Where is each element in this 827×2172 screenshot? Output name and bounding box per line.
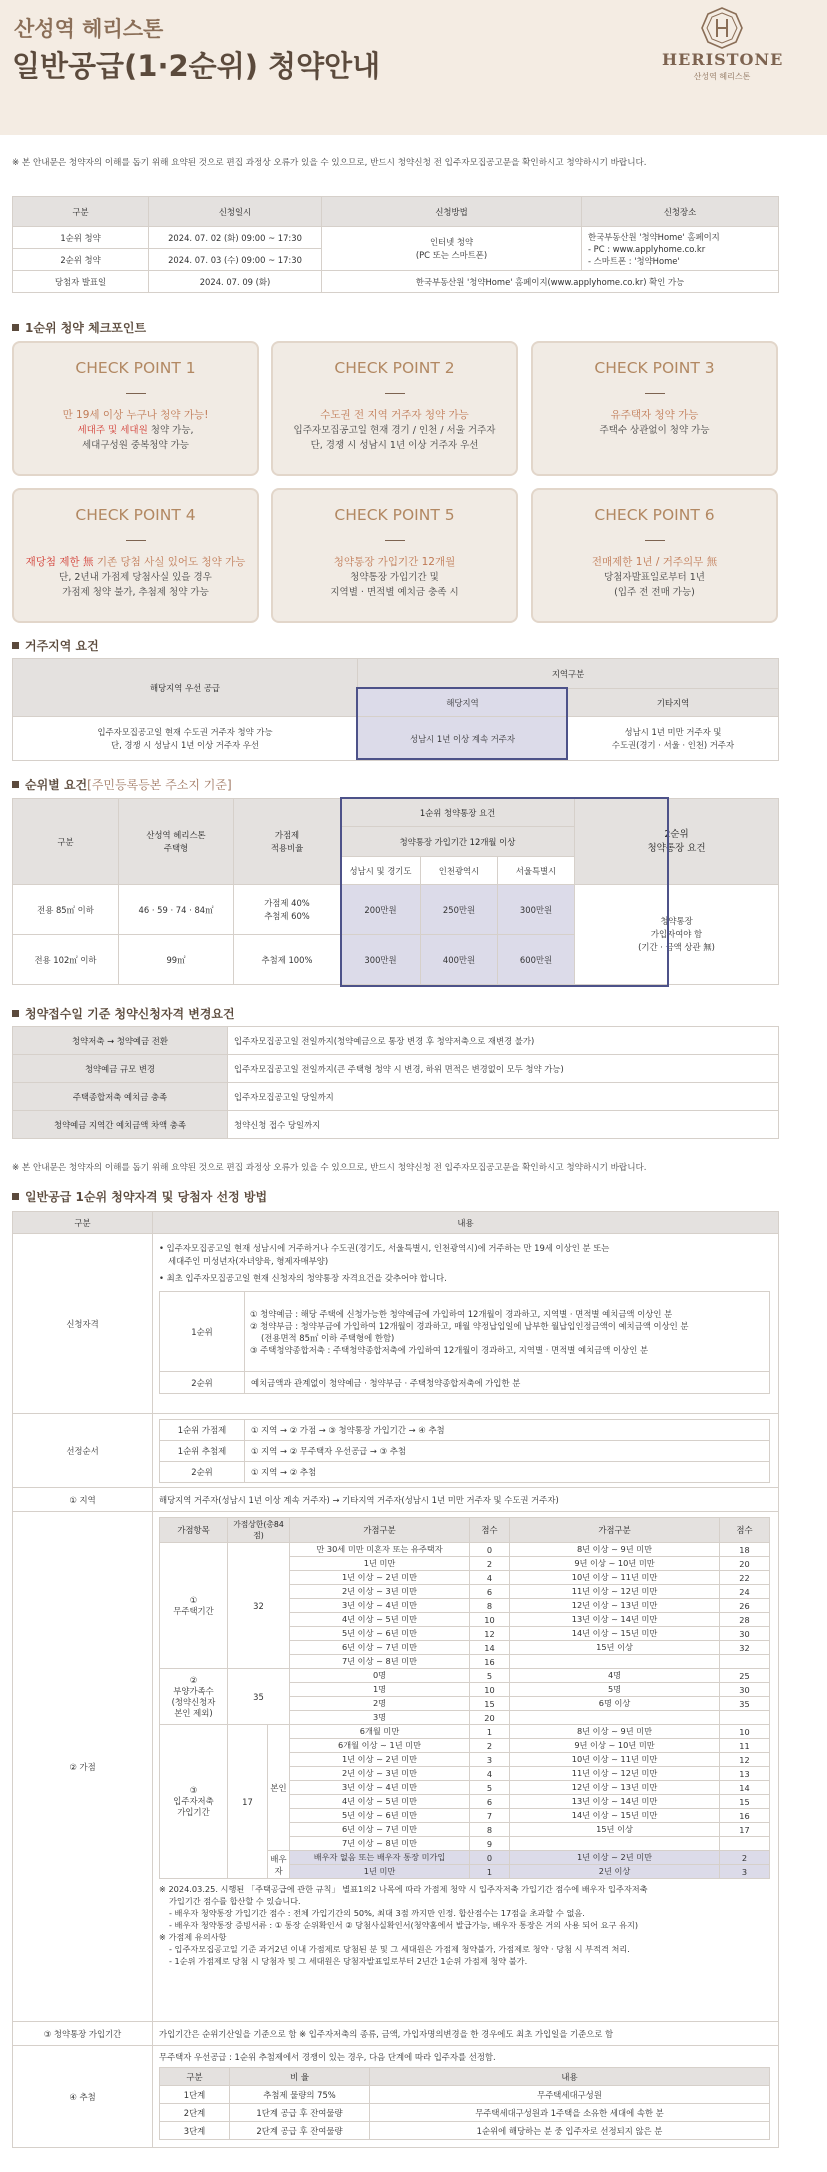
score-value: 10	[720, 1725, 770, 1739]
score-value: 14	[470, 1641, 510, 1655]
first-rank-text: (전용면적 85㎡ 이하 주택형에 한함)	[261, 1332, 395, 1343]
score-value: 22	[720, 1571, 770, 1585]
score-value: 6년 이상 ~ 7년 미만	[290, 1641, 470, 1655]
divider	[645, 393, 665, 394]
divider	[385, 540, 405, 541]
score-value: 15년 이상	[510, 1823, 720, 1837]
score-value: 15	[470, 1697, 510, 1711]
score-value: 28	[720, 1613, 770, 1627]
score-value: 12	[470, 1627, 510, 1641]
score-note: ※ 가점제 유의사항	[159, 1932, 227, 1942]
score-value: 13년 이상 ~ 14년 미만	[510, 1613, 720, 1627]
first-rank-text: ③ 주택청약종합저축 : 주택청약종합저축에 가입하여 12개월이 경과하고, 지역별 · 면적별 예치금액 이상인 분	[250, 1344, 649, 1355]
score-item-label: ① 무주택기간	[160, 1543, 228, 1669]
draw-intro: 무주택자 우선공급 : 1순위 추첨제에서 경쟁이 있는 경우, 다음 단계에 따라 입주자를 선정함.	[159, 2052, 496, 2062]
score-value: 6년 이상 ~ 7년 미만	[290, 1823, 470, 1837]
deposit-value: 입주자모집공고일 당일까지	[228, 1083, 779, 1111]
draw-header: 구분	[160, 2068, 230, 2086]
first-rank-table	[159, 1291, 770, 1394]
score-value: 7년 이상 ~ 8년 미만	[290, 1837, 470, 1851]
score-value: 4명	[510, 1669, 720, 1683]
residence-header: 지역구분	[358, 659, 779, 689]
score-value: 6개월 이상 ~ 1년 미만	[290, 1739, 470, 1753]
score-note: - 1순위 가점제로 당첨 시 당첨자 및 그 세대원은 당첨자발표일로부터 2년간 1순위 가점제 청약 불가.	[169, 1956, 528, 1966]
score-value: 5년 이상 ~ 6년 미만	[290, 1627, 470, 1641]
rank-value: 250만원	[421, 885, 498, 935]
schedule-cell: 2순위 청약	[13, 249, 149, 271]
divider	[645, 540, 665, 541]
checkpoint-line	[14, 555, 257, 570]
second-rank-label: 2순위	[160, 1372, 245, 1394]
schedule-method: 인터넷 청약 (PC 또는 스마트폰)	[322, 227, 582, 271]
score-value	[720, 1711, 770, 1725]
schedule-table	[12, 196, 779, 293]
score-value: 1년 이상 ~ 2년 미만	[510, 1851, 720, 1865]
page-title: 일반공급(1·2순위) 청약안내	[12, 49, 381, 83]
score-value: 11년 이상 ~ 12년 미만	[510, 1585, 720, 1599]
score-value: 16	[470, 1655, 510, 1669]
score-table	[159, 1517, 770, 1879]
score-row	[160, 1543, 770, 1557]
checkpoint-line: 세대구성원 중복청약 가능	[82, 440, 189, 451]
checkpoint-line: 단, 경쟁 시 성남시 1년 이상 거주자 우선	[310, 440, 479, 451]
notice-text: ※ 본 안내문은 청약자의 이해를 돕기 위해 요약된 것으로 편집 과정상 오류가 있을 수 있으므로, 반드시 청약신청 전 입주자모집공고문을 확인하시고 청약하시기 바랍니다.	[12, 1163, 647, 1173]
first-rank-label: 1순위	[160, 1292, 245, 1372]
checkpoint-title: CHECK POINT 2	[334, 359, 455, 377]
score-value: 12년 이상 ~ 13년 미만	[510, 1781, 720, 1795]
score-note: 가입기간 점수를 합산할 수 있습니다.	[169, 1896, 301, 1906]
divider	[126, 540, 146, 541]
schedule-header: 구분	[13, 197, 149, 227]
logo-text: HERISTONE	[662, 50, 784, 69]
section-bullet-icon	[12, 1010, 19, 1017]
score-item-max: 17	[228, 1725, 268, 1879]
schedule-place: 한국부동산원 '청약Home' 홈페이지 - PC : www.applyhome.co.kr - 스마트폰 : '청약Home'	[582, 227, 779, 271]
heristone-logo	[662, 6, 782, 82]
score-value: 8	[470, 1599, 510, 1613]
score-value: 6	[470, 1795, 510, 1809]
rank-cell: 추첨제 100%	[234, 935, 341, 985]
schedule-cell: 2024. 07. 02 (화) 09:00 ~ 17:30	[149, 227, 322, 249]
checkpoint-line: 유주택자 청약 가능	[610, 409, 699, 421]
eligibility-text: • 최초 입주자모집공고일 현재 신청자의 청약통장 자격요건을 갖추어야 합니다.	[159, 1273, 447, 1283]
checkpoint-line: 만 19세 이상 누구나 청약 가능!	[62, 409, 209, 421]
score-value: 10	[470, 1683, 510, 1697]
checkpoint-card	[12, 341, 259, 476]
score-row	[160, 1669, 770, 1683]
section-subtitle: [주민등록등본 주소지 기준]	[87, 778, 232, 792]
score-value: 30	[720, 1683, 770, 1697]
qual-label: 선정순서	[13, 1414, 153, 1488]
score-value: 5명	[510, 1683, 720, 1697]
score-value: 3년 이상 ~ 4년 미만	[290, 1781, 470, 1795]
deposit-key: 청약예금 지역간 예치금액 차액 충족	[13, 1111, 228, 1139]
score-value	[510, 1711, 720, 1725]
score-value: 7	[470, 1809, 510, 1823]
score-value: 11년 이상 ~ 12년 미만	[510, 1767, 720, 1781]
order-table	[159, 1419, 770, 1483]
section-title	[12, 637, 99, 654]
residence-header: 해당지역 우선 공급	[13, 659, 358, 717]
score-value: 18	[720, 1543, 770, 1557]
score-value: 10년 이상 ~ 11년 미만	[510, 1571, 720, 1585]
rank-header: 1순위 청약통장 요건	[341, 799, 575, 827]
rank-value: 300만원	[498, 885, 575, 935]
score-value: 7년 이상 ~ 8년 미만	[290, 1655, 470, 1669]
draw-cell-text: 1단계 공급 후 잔여물량	[230, 2104, 370, 2122]
checkpoint-line: (입주 전 전매 가능)	[614, 587, 695, 598]
qual-label: ③ 청약통장 가입기간	[13, 2022, 153, 2046]
score-value: 2년 이상 ~ 3년 미만	[290, 1767, 470, 1781]
deposit-table	[12, 1026, 779, 1139]
score-item-max: 35	[228, 1669, 290, 1725]
order-key: 2순위	[160, 1461, 245, 1482]
score-value: 5	[470, 1669, 510, 1683]
score-row	[160, 1725, 770, 1739]
score-header: 점수	[470, 1518, 510, 1543]
order-key: 1순위 가점제	[160, 1419, 245, 1440]
order-value: ① 지역 → ② 가점 → ③ 청약통장 가입기간 → ④ 추첨	[245, 1419, 770, 1440]
eligibility-text: • 입주자모집공고일 현재 성남시에 거주하거나 수도권(경기도, 서울특별시, 인천광역시)에 거주하는 만 19세 이상인 분 또는	[159, 1243, 610, 1253]
draw-cell	[153, 2046, 779, 2148]
checkpoint-card	[271, 488, 518, 623]
score-value: 30	[720, 1627, 770, 1641]
first-rank-text: ② 청약부금 : 청약부금에 가입하여 12개월이 경과하고, 매월 약정납입일에 납부한 월납입인정금액이 예치금액 이상인 분	[250, 1320, 689, 1331]
score-value: 2명	[290, 1697, 470, 1711]
checkpoint-line: 청약통장 가입기간 12개월	[333, 556, 456, 568]
score-header: 점수	[720, 1518, 770, 1543]
score-value: 10	[470, 1613, 510, 1627]
section-title-text: 일반공급 1순위 청약자격 및 당첨자 선정 방법	[25, 1190, 268, 1204]
score-value	[720, 1837, 770, 1851]
checkpoint-highlight: 세대주 및 세대원	[77, 425, 148, 436]
region-value: 해당지역 거주자(성남시 1년 이상 계속 거주자) → 기타지역 거주자(성남시 1년 미만 거주자 및 수도권 거주자)	[153, 1488, 779, 1512]
section-title	[12, 319, 146, 336]
rank-second: 청약통장 가입자여야 함 (기간 · 금액 상관 無)	[575, 885, 779, 985]
order-key: 1순위 추첨제	[160, 1440, 245, 1461]
checkpoint-card	[531, 488, 778, 623]
score-value: 12	[720, 1753, 770, 1767]
checkpoint-line: 단, 2년내 가점제 당첨사실 있을 경우	[59, 572, 212, 583]
section-bullet-icon	[12, 781, 19, 788]
score-value: 10년 이상 ~ 11년 미만	[510, 1753, 720, 1767]
schedule-cell: 2024. 07. 03 (수) 09:00 ~ 17:30	[149, 249, 322, 271]
score-value: 만 30세 미만 미혼자 또는 유주택자	[290, 1543, 470, 1557]
draw-cell-text: 무주택세대구성원	[370, 2086, 770, 2104]
score-value: 3년 이상 ~ 4년 미만	[290, 1599, 470, 1613]
draw-cell-text: 무주택세대구성원과 1주택을 소유한 세대에 속한 분	[370, 2104, 770, 2122]
rank-table	[12, 798, 779, 985]
section-title-text: 거주지역 요건	[25, 639, 99, 653]
score-cell	[153, 1512, 779, 2022]
deposit-value: 입주자모집공고일 전일까지(청약예금으로 통장 변경 후 청약저축으로 재변경 불가)	[228, 1027, 779, 1055]
rank-header: 가점제 적용비율	[234, 799, 341, 885]
logo-subtext: 산성역 헤리스톤	[693, 72, 751, 81]
rank-header: 산성역 헤리스톤 주택형	[119, 799, 234, 885]
draw-header: 비 율	[230, 2068, 370, 2086]
score-value: 0	[470, 1851, 510, 1865]
qual-label: 신청자격	[13, 1234, 153, 1414]
score-value: 1	[470, 1725, 510, 1739]
rank-header: 청약통장 가입기간 12개월 이상	[341, 827, 575, 857]
score-self-label: 본인	[268, 1725, 290, 1851]
residence-cell: 성남시 1년 미만 거주자 및 수도권(경기 · 서울 · 인천) 거주자	[568, 717, 779, 761]
score-header: 가점구분	[290, 1518, 470, 1543]
schedule-cell: 2024. 07. 09 (화)	[149, 271, 322, 293]
rank-value: 600만원	[498, 935, 575, 985]
score-value: 14년 이상 ~ 15년 미만	[510, 1627, 720, 1641]
rank-cell: 전용 85㎡ 이하	[13, 885, 119, 935]
score-value: 4	[470, 1571, 510, 1585]
score-value: 8년 이상 ~ 9년 미만	[510, 1543, 720, 1557]
section-title	[12, 1188, 267, 1205]
score-item-label: ③ 입주자저축 가입기간	[160, 1725, 228, 1879]
section-bullet-icon	[12, 642, 19, 649]
header-banner	[0, 0, 827, 135]
qual-label: ④ 추첨	[13, 2046, 153, 2148]
deposit-value: 입주자모집공고일 전일까지(큰 주택형 청약 시 변경, 하위 면적은 변경없이 모두 청약 가능)	[228, 1055, 779, 1083]
order-value: ① 지역 → ② 무주택자 우선공급 → ③ 추첨	[245, 1440, 770, 1461]
residence-header: 기타지역	[568, 689, 779, 717]
score-value: 13	[720, 1767, 770, 1781]
score-value: 3명	[290, 1711, 470, 1725]
score-value: 1명	[290, 1683, 470, 1697]
score-value	[720, 1655, 770, 1669]
header-subtitle: 산성역 헤리스톤	[14, 17, 164, 41]
rank-value: 400만원	[421, 935, 498, 985]
score-item-label: ② 부양가족수 (청약신청자 본인 제외)	[160, 1669, 228, 1725]
checkpoint-line: 주택수 상관없이 청약 가능	[599, 425, 710, 436]
score-value: 35	[720, 1697, 770, 1711]
score-note: - 배우자 청약통장 증빙서류 : ① 통장 순위확인서 ② 당첨사실확인서(청약홈에서 발급가능, 배우자 통장은 거의 사용 되어 요구 유지)	[169, 1920, 639, 1930]
score-value: 2	[720, 1851, 770, 1865]
checkpoint-line: 입주자모집공고일 현재 경기 / 인천 / 서울 거주자	[293, 425, 496, 436]
section-title	[12, 1005, 235, 1022]
score-value: 25	[720, 1669, 770, 1683]
residence-cell: 입주자모집공고일 현재 수도권 거주자 청약 가능 단, 경쟁 시 성남시 1년 이상 거주자 우선	[13, 717, 358, 761]
score-value: 11	[720, 1739, 770, 1753]
first-rank-text: ① 청약예금 : 해당 주택에 신청가능한 청약예금에 가입하여 12개월이 경과하고, 지역별 · 면적별 예치금액 이상인 분	[250, 1308, 673, 1319]
schedule-cell: 당첨자 발표일	[13, 271, 149, 293]
rank-value: 300만원	[341, 935, 421, 985]
score-value: 3	[470, 1753, 510, 1767]
score-value: 1년 이상 ~ 2년 미만	[290, 1753, 470, 1767]
draw-cell-text: 1단계	[160, 2086, 230, 2104]
score-value: 15	[720, 1795, 770, 1809]
checkpoint-line: 수도권 전 지역 거주자 청약 가능	[320, 409, 469, 421]
score-value: 2	[470, 1739, 510, 1753]
checkpoint-line: 청약통장 가입기간 및	[350, 572, 439, 583]
score-value: 9년 이상 ~ 10년 미만	[510, 1557, 720, 1571]
first-rank-cell	[245, 1292, 770, 1372]
schedule-header: 신청방법	[322, 197, 582, 227]
score-value	[510, 1837, 720, 1851]
score-header: 가점상한(총84점)	[228, 1518, 290, 1543]
score-value: 2	[470, 1557, 510, 1571]
deposit-key: 청약예금 규모 변경	[13, 1055, 228, 1083]
schedule-header: 신청일시	[149, 197, 322, 227]
rank-cell: 99㎡	[119, 935, 234, 985]
rank-header: 서울특별시	[498, 857, 575, 885]
deposit-value: 청약신청 접수 당일까지	[228, 1111, 779, 1139]
score-value: 0명	[290, 1669, 470, 1683]
score-spouse-label: 배우자	[268, 1851, 290, 1879]
eligibility-cell	[153, 1234, 779, 1414]
schedule-cell: 1순위 청약	[13, 227, 149, 249]
checkpoint-title: CHECK POINT 4	[75, 506, 196, 524]
score-value: 4년 이상 ~ 5년 미만	[290, 1613, 470, 1627]
draw-cell-text: 2단계	[160, 2104, 230, 2122]
divider	[126, 393, 146, 394]
checkpoint-text: 기존 당첨 사실 있어도 청약 가능	[93, 556, 246, 568]
checkpoint-line: 지역별 · 면적별 예치금 충족 시	[330, 587, 459, 598]
logo-emblem-icon	[700, 6, 744, 50]
score-header: 가점항목	[160, 1518, 228, 1543]
qual-header: 내용	[153, 1212, 779, 1234]
draw-cell-text: 3단계	[160, 2122, 230, 2140]
score-value: 16	[720, 1809, 770, 1823]
rank-header: 구분	[13, 799, 119, 885]
score-value: 8년 이상 ~ 9년 미만	[510, 1725, 720, 1739]
score-value	[510, 1655, 720, 1669]
score-value: 9년 이상 ~ 10년 미만	[510, 1739, 720, 1753]
score-value: 32	[720, 1641, 770, 1655]
score-value: 24	[720, 1585, 770, 1599]
checkpoint-title: CHECK POINT 3	[594, 359, 715, 377]
section-title-text: 1순위 청약 체크포인트	[25, 321, 147, 335]
rank-cell: 46 · 59 · 74 · 84㎡	[119, 885, 234, 935]
score-value: 12년 이상 ~ 13년 미만	[510, 1599, 720, 1613]
qual-label: ② 가점	[13, 1512, 153, 2022]
score-note: ※ 2024.03.25. 시행된 「주택공급에 관한 규칙」 별표1의2 나목에 따라 가점제 청약 시 입주자저축 가입기간 점수에 배우자 입주자저축	[159, 1884, 648, 1894]
rank-value: 200만원	[341, 885, 421, 935]
score-value: 26	[720, 1599, 770, 1613]
score-value: 0	[470, 1543, 510, 1557]
divider	[385, 393, 405, 394]
rank-cell: 전용 102㎡ 이하	[13, 935, 119, 985]
checkpoint-line	[14, 423, 257, 438]
score-value: 17	[720, 1823, 770, 1837]
bank-value: 가입기간은 순위기산일을 기준으로 함 ※ 입주자저축의 종류, 금액, 가입자명의변경을 한 경우에도 최초 가입일을 기준으로 함	[153, 2022, 779, 2046]
score-item-max: 32	[228, 1543, 290, 1669]
order-cell	[153, 1414, 779, 1488]
score-value: 4	[470, 1767, 510, 1781]
score-value: 20	[470, 1711, 510, 1725]
checkpoint-text: 청약 가능,	[147, 425, 194, 436]
checkpoint-title: CHECK POINT 5	[334, 506, 455, 524]
rank-header: 성남시 및 경기도	[341, 857, 421, 885]
checkpoint-line: 전매제한 1년 / 거주의무 無	[591, 556, 718, 568]
schedule-cell: 한국부동산원 '청약Home' 홈페이지(www.applyhome.co.kr) 확인 가능	[322, 271, 779, 293]
checkpoint-title: CHECK POINT 6	[594, 506, 715, 524]
score-note: - 배우자 청약통장 가입기간 점수 : 전체 가입기간의 50%, 최대 3점 까지만 인정. 합산점수는 17점을 초과할 수 없음.	[169, 1908, 585, 1918]
score-notes	[159, 1883, 772, 1967]
score-value: 4년 이상 ~ 5년 미만	[290, 1795, 470, 1809]
draw-table	[159, 2067, 770, 2140]
score-value: 8	[470, 1823, 510, 1837]
residence-table	[12, 658, 779, 761]
rank-header: 인천광역시	[421, 857, 498, 885]
draw-cell-text: 추첨제 물량의 75%	[230, 2086, 370, 2104]
score-value: 14	[720, 1781, 770, 1795]
checkpoint-highlight: 재당첨 제한 無	[25, 556, 94, 568]
score-value: 9	[470, 1837, 510, 1851]
score-value: 1년 미만	[290, 1865, 470, 1879]
schedule-header: 신청장소	[582, 197, 779, 227]
score-value: 20	[720, 1557, 770, 1571]
checkpoint-line: 가점제 청약 불가, 추첨제 청약 가능	[62, 587, 209, 598]
order-value: ① 지역 → ② 추첨	[245, 1461, 770, 1482]
checkpoint-line: 당첨자발표일로부터 1년	[604, 572, 705, 583]
score-value: 2년 이상 ~ 3년 미만	[290, 1585, 470, 1599]
score-note: - 입주자모집공고일 기준 과거2년 이내 가점제로 당첨된 분 및 그 세대원은 가점제 청약불가, 가점제로 청약 · 당첨 시 부적격 처리.	[169, 1944, 630, 1954]
checkpoint-card	[12, 488, 259, 623]
score-value: 배우자 없음 또는 배우자 통장 미가입	[290, 1851, 470, 1865]
draw-header: 내용	[370, 2068, 770, 2086]
score-value: 2년 이상	[510, 1865, 720, 1879]
checkpoint-card	[531, 341, 778, 476]
notice-text: ※ 본 안내문은 청약자의 이해를 돕기 위해 요약된 것으로 편집 과정상 오류가 있을 수 있으므로, 반드시 청약신청 전 입주자모집공고문을 확인하시고 청약하시기 바랍니다.	[12, 158, 647, 168]
score-value: 14년 이상 ~ 15년 미만	[510, 1809, 720, 1823]
score-value: 5	[470, 1781, 510, 1795]
score-value: 1년 미만	[290, 1557, 470, 1571]
section-bullet-icon	[12, 324, 19, 331]
qual-header: 구분	[13, 1212, 153, 1234]
score-value: 15년 이상	[510, 1641, 720, 1655]
section-title-text: 청약접수일 기준 청약신청자격 변경요건	[25, 1007, 235, 1021]
section-title	[12, 776, 232, 793]
qual-label: ① 지역	[13, 1488, 153, 1512]
residence-cell: 성남시 1년 이상 계속 거주자	[358, 717, 568, 761]
score-value: 6개월 미만	[290, 1725, 470, 1739]
score-value: 5년 이상 ~ 6년 미만	[290, 1809, 470, 1823]
score-value: 3	[720, 1865, 770, 1879]
section-bullet-icon	[12, 1193, 19, 1200]
checkpoint-card	[271, 341, 518, 476]
deposit-key: 청약저축 → 청약예금 전환	[13, 1027, 228, 1055]
checkpoint-title: CHECK POINT 1	[75, 359, 196, 377]
residence-header: 해당지역	[358, 689, 568, 717]
score-value: 13년 이상 ~ 14년 미만	[510, 1795, 720, 1809]
qualification-table	[12, 1211, 779, 2148]
section-title-text: 순위별 요건	[25, 778, 88, 792]
eligibility-text: 세대주인 미성년자(자녀양육, 형제자매부양)	[168, 1256, 329, 1266]
score-value: 1	[470, 1865, 510, 1879]
draw-cell-text: 2단계 공급 후 잔여물량	[230, 2122, 370, 2140]
rank-header: 2순위 청약통장 요건	[575, 799, 779, 885]
score-value: 6	[470, 1585, 510, 1599]
rank-cell: 가점제 40% 추첨제 60%	[234, 885, 341, 935]
score-value: 6명 이상	[510, 1697, 720, 1711]
score-header: 가점구분	[510, 1518, 720, 1543]
draw-cell-text: 1순위에 해당하는 분 중 입주자로 선정되지 않은 분	[370, 2122, 770, 2140]
score-value: 1년 이상 ~ 2년 미만	[290, 1571, 470, 1585]
deposit-key: 주택종합저축 예치금 충족	[13, 1083, 228, 1111]
second-rank-text: 예치금액과 관계없이 청약예금 · 청약부금 · 주택청약종합저축에 가입한 분	[245, 1372, 770, 1394]
